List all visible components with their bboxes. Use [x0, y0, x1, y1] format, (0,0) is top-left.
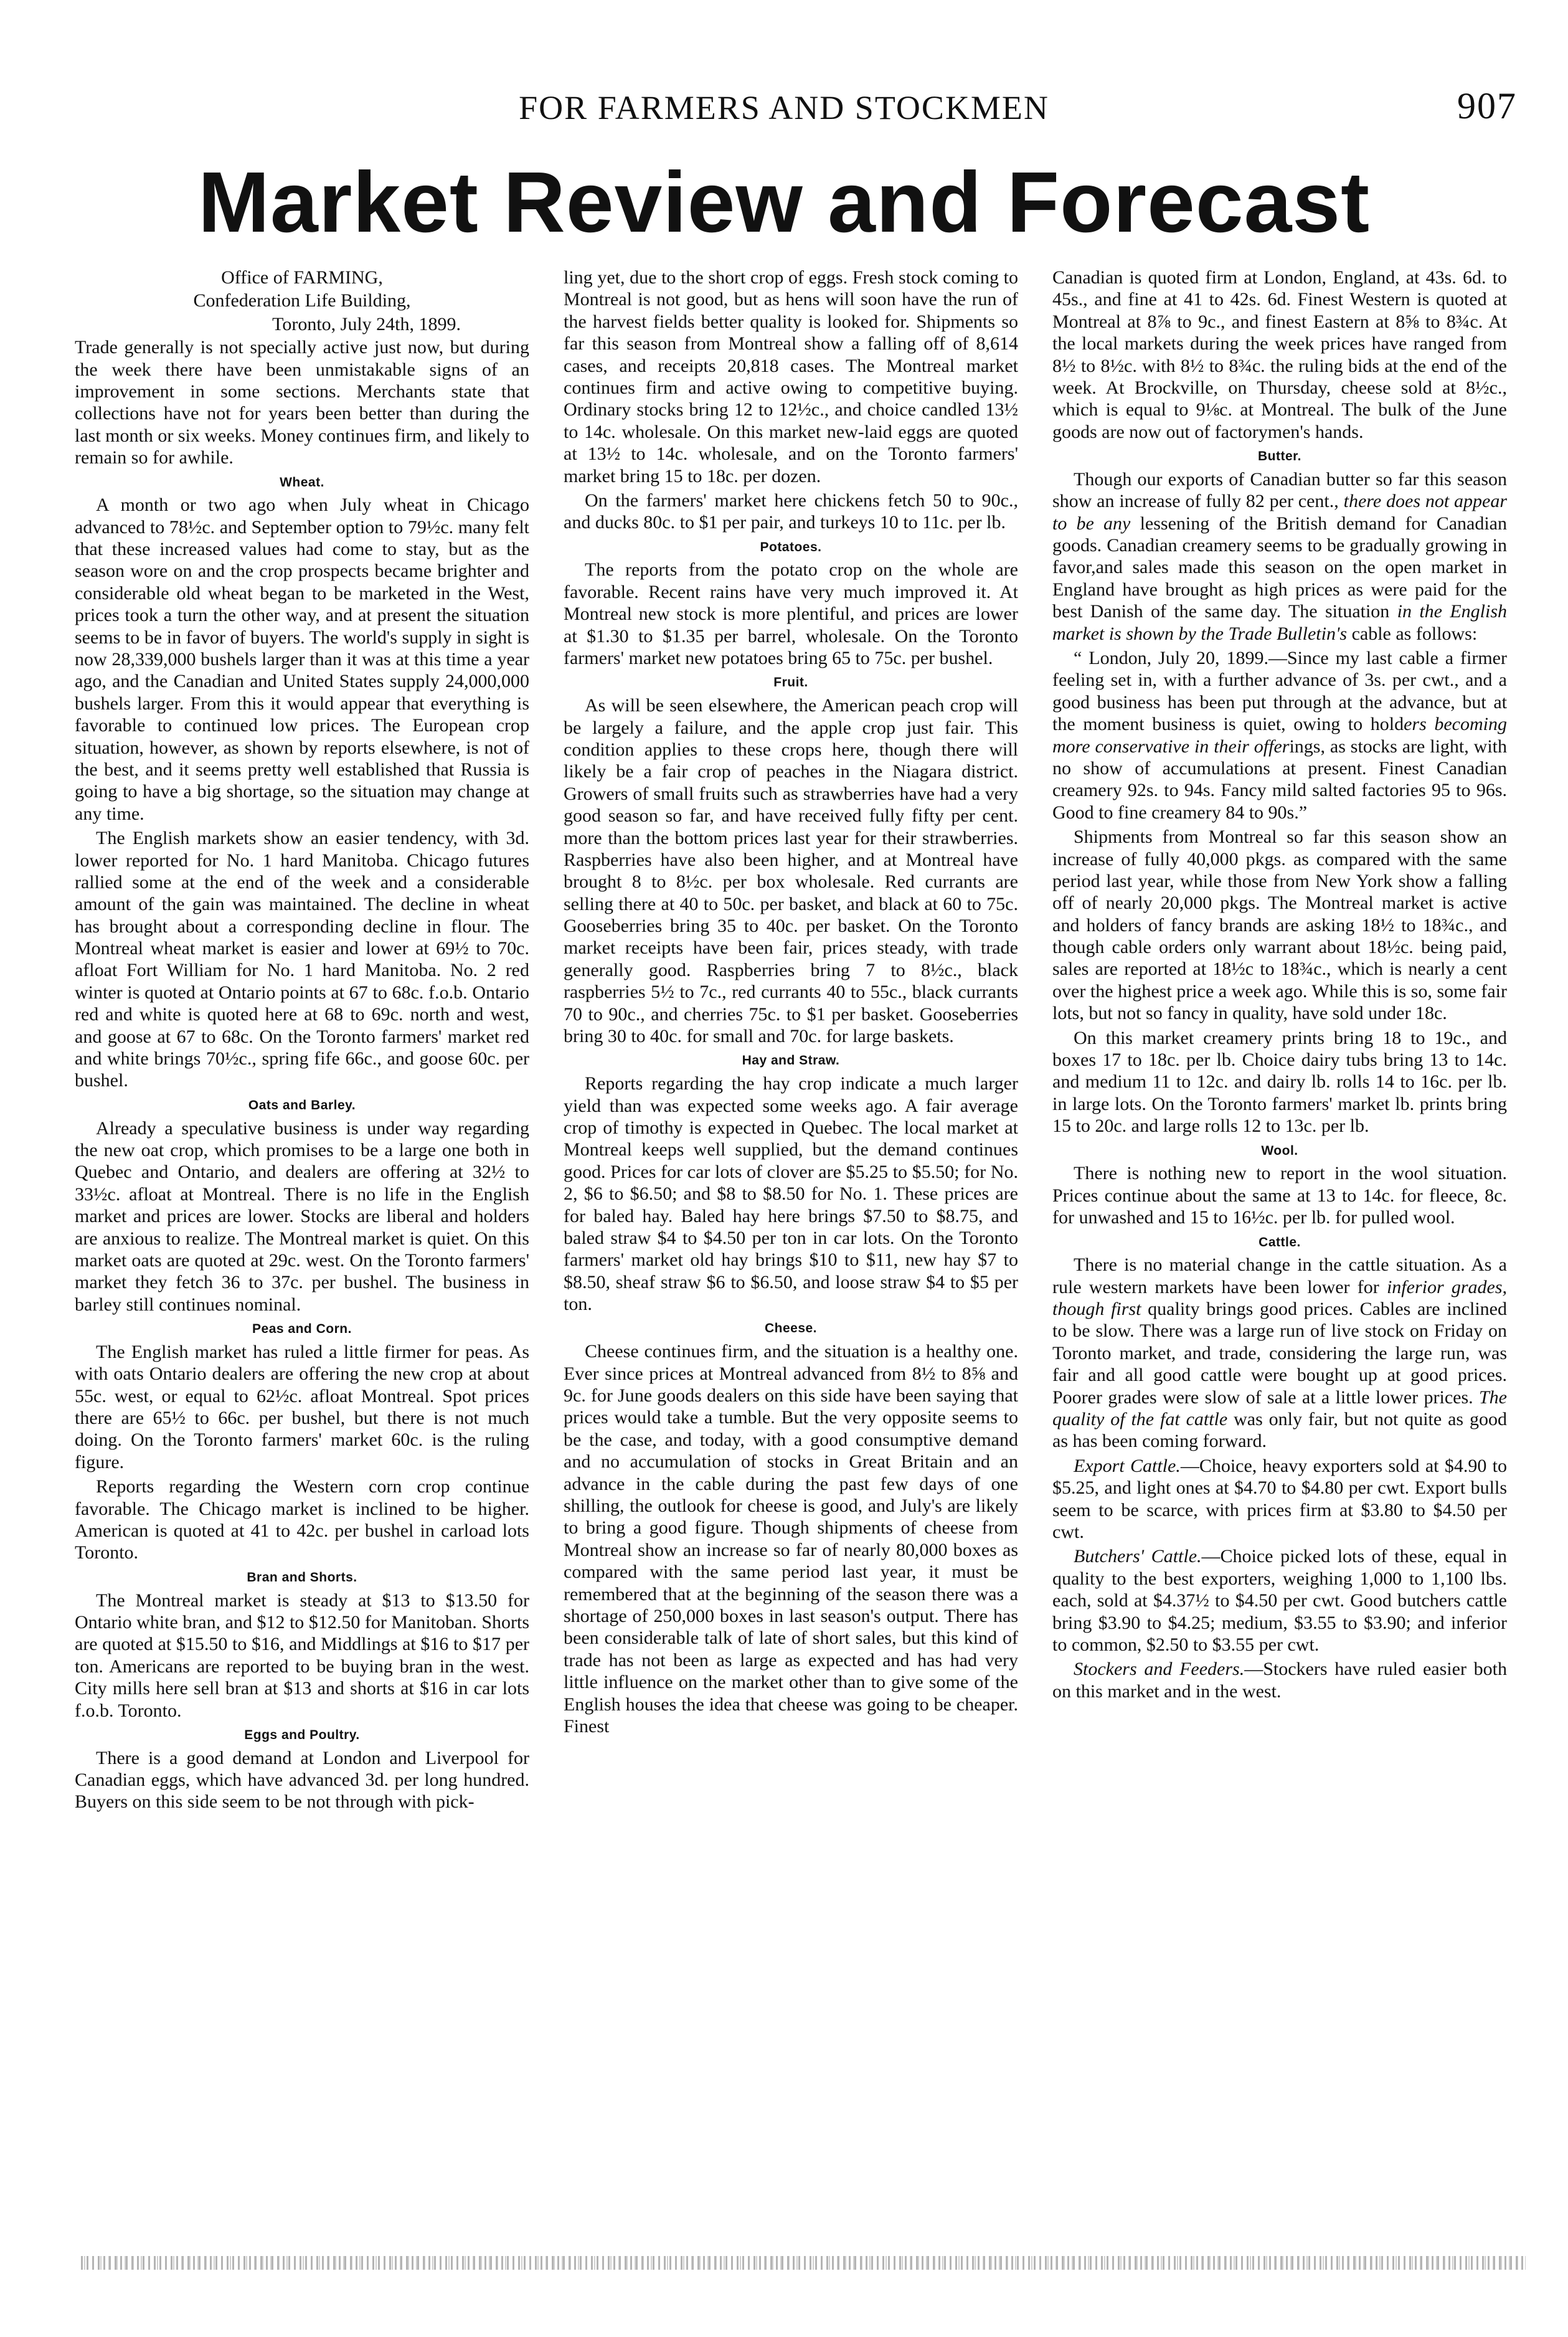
- running-title: FOR FARMERS AND STOCKMEN: [519, 89, 1049, 126]
- dateline-office: Office of FARMING,: [221, 267, 383, 288]
- section-heading-wheat: Wheat.: [280, 475, 324, 490]
- stockers-paragraph: [1052, 1658, 1507, 1702]
- butchers-cattle-label: Butchers' Cattle.: [1074, 1546, 1202, 1567]
- section-heading-potatoes: Potatoes.: [760, 539, 822, 554]
- quote-text-a: “ London, July 20, 1899.—Since my last cable a firmer feeling set in, with a further advance of 3s. per cwt., and a good business has been put through at the advance, but at the moment business is quiet, owing to hold: [1052, 648, 1507, 735]
- butchers-cattle-paragraph: [1052, 1545, 1507, 1656]
- column-3: [1052, 267, 1507, 2247]
- butter-paragraph-3: On this market creamery prints bring 18 to 19c., and boxes 17 to 18c. per lb. Choice dairy tubs bring 13 to 14c. and medium 11 to 12c. and dairy lb. rolls 14 to 16c. per lb. in large lots. On the Toronto farmers' market lb. prints bring 15 to 20c. and large rolls 12 to 13c. per lb.: [1052, 1027, 1507, 1137]
- wheat-paragraph-2: The English markets show an easier tendency, with 3d. lower reported for No. 1 hard Manitoba. Chicago futures rallied some at the end of the week and a considerable amount of the gain was maintained. The decline in wheat has brought about a corresponding decline in flour. The Montreal wheat market is easier and lower at 69½ to 70c. afloat Fort William for No. 1 hard Manitoba. No. 2 red winter is quoted at Ontario points at 67 to 68c. f.o.b. Ontario red and white is quoted here at 68 to 69c. north and west, and goose at 67 to 68c. On the Toronto farmers' market red and white brings 70½c., spring fife 66c., and goose 60c. per bushel.: [75, 828, 529, 1091]
- cattle-emphasis-2: The quality of the fat cattle: [1052, 1387, 1507, 1430]
- section-heading-eggs: Eggs and Poultry.: [244, 1727, 360, 1742]
- peas-paragraph-2: Reports regarding the Western corn crop continue favorable. The Chicago market is inclined to be higher. American is quoted at 41 to 42c. per bushel in carload lots Toronto.: [75, 1476, 529, 1563]
- wheat-paragraph-1: A month or two ago when July wheat in Chicago advanced to 78½c. and September option to 79½c. many felt that these increased values had come to stay, but as the season wore on and the crop prospects became brighter and considerable old wheat began to be marketed in the West, prices took a turn the other way, and at present the situation seems to be in favor of buyers. The world's supply in sight is now 28,339,000 bushels larger than it was at this time a year ago, and the Canadian and United States supply 24,000,000 bushels larger. From this it would appear that everything is favorable to continued low prices. The European crop situation, however, as shown by reports elsewhere, is not of the best, and it seems pretty well established that Russia is going to have a big shortage, so the situation may change at any time.: [75, 495, 529, 824]
- section-heading-wool: Wool.: [1261, 1143, 1298, 1158]
- section-heading-peas: Peas and Corn.: [252, 1322, 352, 1337]
- stockers-label: Stockers and Feeders.: [1074, 1659, 1245, 1680]
- page-number: 907: [1457, 85, 1517, 126]
- section-heading-cattle: Cattle.: [1259, 1235, 1301, 1249]
- eggs-paragraph-continued: ling yet, due to the short crop of eggs. Fresh stock coming to Montreal is not good, but as hens will soon have the run of the harvest fields better quality is looked for. Shipments so far this season from Montreal show a falling off of 8,614 cases, and receipts 20,818 cases. The Montreal market continues firm and active owing to competitive buying. Ordinary stocks bring 12 to 12½c., and choice candled 13½ to 14c. wholesale. On this market new-laid eggs are quoted at 13½ to 14c. wholesale, and on the Toronto farmers' market bring 15 to 18c. per dozen.: [564, 267, 1018, 486]
- butter-paragraph-1: [1052, 468, 1507, 645]
- intro-paragraph: Trade generally is not specially active just now, but during the week there have been unmistakable signs of an improvement in some sections. Merchants state that collections have not for years been better than during the last month or six weeks. Money continues firm, and likely to remain so for awhile.: [75, 337, 529, 468]
- dateline-date: Toronto, July 24th, 1899.: [272, 313, 461, 334]
- export-cattle-label: Export Cattle.: [1074, 1455, 1181, 1476]
- section-heading-butter: Butter.: [1257, 449, 1301, 464]
- oats-paragraph-1: Already a speculative business is under way regarding the new oat crop, which promises to be a large one both in Quebec and Ontario, and dealers are offering at 32½ to 33½c. afloat at Montreal. There is no life in the English market and prices are lower. Stocks are liberal and holders are anxious to realize. The Montreal market is quiet. On this market oats are quoted at 29c. west. On the Toronto farmers' market they fetch 36 to 37c. per bushel. The business in barley still continues nominal.: [75, 1117, 529, 1315]
- cattle-text-a: There is no material change in the cattle situation. As a rule western markets have been lower for: [1052, 1254, 1507, 1297]
- butter-text-b: lessening of the British demand for Canadian goods. Canadian creamery seems to be gradually growing in favor,and sales made this season on the open market in England have brought as high prices as were paid for the best Danish of the same day. The situation: [1052, 513, 1507, 622]
- butter-text-c: cable as follows:: [1347, 623, 1478, 644]
- export-cattle-text: —Choice, heavy exporters sold at $4.90 to $5.25, and light ones at $4.70 to $4.80 per cwt. Export bulls seem to be scarce, with prices firm at $3.80 to $4.50 per cwt.: [1052, 1455, 1507, 1542]
- butter-cable-quote: [1052, 647, 1507, 823]
- eggs-paragraph-1: There is a good demand at London and Liverpool for Canadian eggs, which have advanced 3d. per long hundred. Buyers on this side seem to be not through with pick-: [75, 1747, 529, 1813]
- butter-paragraph-2: Shipments from Montreal so far this season show an increase of fully 40,000 pkgs. as compared with the same period last year, while those from New York show a falling off of nearly 20,000 pkgs. The Montreal market is active and holders of fancy brands are asking 18½ to 18¾c., and though cable orders only warrant about 18½c. being paid, sales are reported at 18½c to 18¾c., which is nearly a cent over the highest price a week ago. While this is so, some fair lots, but not so fancy in quality, have sold under 18c.: [1052, 827, 1507, 1024]
- butter-emphasis-2: in the English market is shown by the Trade Bulletin's: [1052, 601, 1507, 644]
- bran-paragraph-1: The Montreal market is steady at $13 to $13.50 for Ontario white bran, and $12 to $12.50 for Manitoban. Shorts are quoted at $15.50 to $16, and Middlings at $16 to $17 per ton. Americans are reported to be buying bran in the west. City mills here sell bran at $13 and shorts at $16 in car lots f.o.b. Toronto.: [75, 1590, 529, 1721]
- peas-paragraph-1: The English market has ruled a little firmer for peas. As with oats Ontario dealers are offering the new crop at about 55c. west, or equal to 62½c. afloat Montreal. Spot prices there are 65½ to 66c. per bushel, but there is not much doing. On the Toronto farmers' market 60c. is the ruling figure.: [75, 1341, 529, 1472]
- cattle-paragraph-1: [1052, 1254, 1507, 1453]
- cheese-paragraph-continued: Canadian is quoted firm at London, England, at 43s. 6d. to 45s., and fine at 41 to 42s. 6d. Finest Western is quoted at Montreal at 8⅞ to 9c., and finest Eastern at 8⅝ to 8¾c. At the local markets during the week prices have ranged from 8½ to 8½c. with 8½ to 8¾c. the ruling bids at the end of the week. At Brockville, on Thursday, cheese sold at 8½c., which is equal to 9⅛c. at Montreal. The bulk of the June goods are now out of factorymen's hands.: [1052, 267, 1507, 442]
- article-body: [75, 267, 1507, 2247]
- running-head: [0, 80, 1568, 130]
- potatoes-paragraph-1: The reports from the potato crop on the whole are favorable. Recent rains have very much improved it. At Montreal new stock is more plentiful, and prices are lower at $1.30 to $1.35 per barrel, wholesale. On the Toronto farmers' market new potatoes bring 65 to 75c. per bushel.: [564, 559, 1018, 669]
- cattle-text-b: quality brings good prices. Cables are inclined to be slow. There was a large run of live stock on Friday on Toronto market, and trade, considering the large run, was fair and all good cattle were bought up at good prices. Poorer grades were slow of sale at a little lower prices.: [1052, 1299, 1507, 1408]
- article-title: Market Review and Forecast: [197, 154, 1371, 250]
- section-heading-fruit: Fruit.: [773, 675, 808, 690]
- column-2: [564, 267, 1018, 2247]
- stockers-text: —Stockers have ruled easier both on this market and in the west.: [1052, 1659, 1507, 1702]
- decorative-bottom-border: [81, 2256, 1526, 2270]
- quote-emphasis: ers becoming more conservative in their offer: [1052, 714, 1507, 757]
- hay-paragraph-1: Reports regarding the hay crop indicate a much larger yield than was expected some weeks ago. A fair average crop of timothy is expected in Quebec. The local market at Montreal keeps well supplied, but the demand continues good. Prices for car lots of clover are $5.25 to $5.50; for No. 2, $6 to $6.50; and $8 to $8.50 for No. 1. These prices are for baled hay. Baled hay here brings $7.50 to $8.75, and baled straw $4 to $4.50 per ton in car lots. On the Toronto farmers' market old hay brings $10 to $11, new hay $7 to $8.50, sheaf straw $6 to $6.50, and loose straw $4 to $5 per ton.: [564, 1073, 1018, 1315]
- fruit-paragraph-1: As will be seen elsewhere, the American peach crop will be largely a failure, and the apple crop just fair. This condition applies to these crops here, though there will likely be a fair crop of peaches in the Niagara district. Growers of small fruits such as strawberries have had a very good season so far, and have received fully fifty per cent. more than the bottom prices last year for their strawberries. Raspberries have also been higher, and at Montreal have brought 8 to 8½c. per box wholesale. Red currants are selling there at 40 to 50c. per basket, and black at 60 to 75c. Gooseberries bring 35 to 40c. per basket. On the Toronto market receipts have been fair, prices steady, with trade generally good. Raspberries bring 7 to 8½c., black raspberries 5½ to 7c., red currants 40 to 55c., black currants 70 to 90c., and cherries 75c. to $1 per basket. Gooseberries bring 30 to 40c. for small and 70c. for large baskets.: [564, 695, 1018, 1047]
- cattle-text-c: was only fair, but not quite as good as has been coming forward.: [1052, 1409, 1507, 1452]
- cheese-paragraph-1: Cheese continues firm, and the situation is a healthy one. Ever since prices at Montreal advanced from 8½ to 8⅝ and 9c. for June goods dealers on this side have been saying that prices would take a tumble. But the very opposite seems to be the case, and today, with a good consumptive demand and no accumulation of stocks in Great Britain and an advance in the cable during the past few days of one shilling, the outlook for cheese is good, and July's are likely to bring a good figure. Though shipments of cheese from Montreal show an increase so far of nearly 80,000 boxes as compared with the same period last year, it must be remembered that at the beginning of the season there was a shortage of 250,000 boxes in last season's output. There has been considerable talk of late of short sales, but this kind of trade has not been as large as expected and has had very little influence on the market other than to give some of the English houses the idea that cheese was going to be cheaper. Finest: [564, 1341, 1018, 1737]
- section-heading-oats: Oats and Barley.: [248, 1097, 356, 1112]
- cattle-emphasis-1: inferior grades, though first: [1052, 1276, 1507, 1320]
- export-cattle-paragraph: [1052, 1455, 1507, 1543]
- quote-text-b: ings, as stocks are light, with no show of accumulations at present. Finest Canadian creamery 92s. to 94s. Fancy mild salted factories 95 to 96s. Good to fine creamery 84 to 90s.”: [1052, 736, 1507, 823]
- dateline-building: Confederation Life Building,: [193, 290, 411, 311]
- column-1: [75, 267, 529, 2247]
- section-heading-cheese: Cheese.: [764, 1321, 818, 1336]
- wool-paragraph-1: There is nothing new to report in the wool situation. Prices continue about the same at 13 to 14c. for fleece, 8c. for unwashed and 15 to 16½c. per lb. for pulled wool.: [1052, 1163, 1507, 1228]
- butchers-cattle-text: —Choice picked lots of these, equal in quality to the best exporters, weighing 1,000 to 1,100 lbs. each, sold at $4.37½ to $4.50 per cwt. Good butchers cattle bring $3.90 to $4.25; medium, $3.55 to $3.90; and inferior to common, $2.50 to $3.55 per cwt.: [1052, 1546, 1507, 1655]
- butter-text-a: Though our exports of Canadian butter so far this season show an increase of fully 82 per cent.,: [1052, 468, 1507, 512]
- butter-emphasis-1: there does not appear to be any: [1052, 491, 1507, 534]
- section-heading-bran: Bran and Shorts.: [247, 1570, 357, 1585]
- section-heading-hay: Hay and Straw.: [742, 1053, 840, 1068]
- eggs-paragraph-2: On the farmers' market here chickens fetch 50 to 90c., and ducks 80c. to $1 per pair, and turkeys 10 to 11c. per lb.: [564, 490, 1018, 533]
